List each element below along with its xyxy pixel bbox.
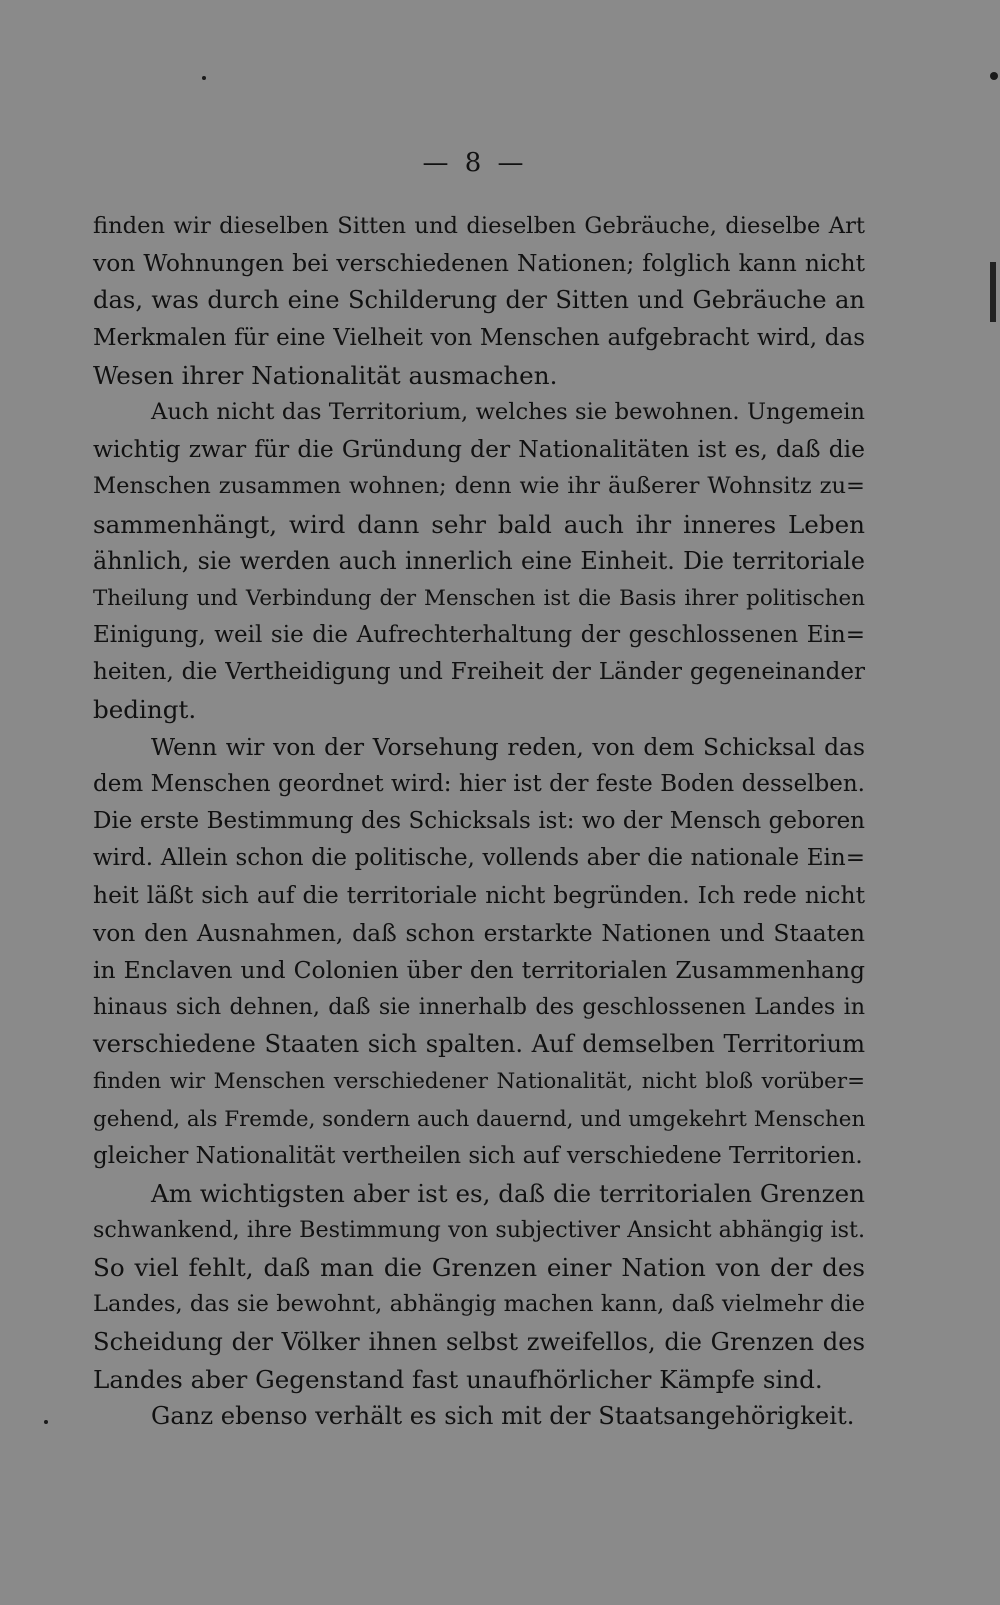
text-line: Merkmalen für eine Vielheit von Menschen aufgebracht wird, das [93, 324, 865, 351]
text-line: finden wir Menschen verschiedener Nationalität, nicht bloß vorüber= [93, 1069, 865, 1095]
text-line: Die erste Bestimmung des Schicksals ist: wo der Mensch geboren [93, 808, 865, 834]
text-line: heiten, die Vertheidigung und Freiheit der Länder gegeneinander [93, 659, 865, 686]
scan-speck [990, 72, 998, 80]
page-number: — 8 — [422, 148, 528, 178]
text-line: Am wichtigsten aber ist es, daß die territorialen Grenzen [151, 1178, 865, 1208]
text-line: gleicher Nationalität vertheilen sich auf verschiedene Territorien. [93, 1142, 863, 1169]
scan-speck [44, 1420, 48, 1424]
text-line: Wenn wir von der Vorsehung reden, von dem Schicksal das [151, 732, 865, 761]
text-line: wird. Allein schon die politische, vollends aber die nationale Ein= [93, 845, 865, 872]
scan-speck [202, 76, 206, 80]
scan-edge-mark [990, 262, 996, 322]
text-line: ähnlich, sie werden auch innerlich eine Einheit. Die territoriale [93, 546, 865, 575]
text-line: sammenhängt, wird dann sehr bald auch ihr inneres Leben [93, 509, 865, 539]
text-body [93, 208, 865, 1435]
text-line: wichtig zwar für die Gründung der Nationalitäten ist es, daß die [93, 435, 865, 464]
text-line: Scheidung der Völker ihnen selbst zweifellos, die Grenzen des [93, 1327, 865, 1356]
text-line: finden wir dieselben Sitten und dieselben Gebräuche, dieselbe Art [93, 213, 865, 239]
text-line: schwankend, ihre Bestimmung von subjectiver Ansicht abhängig ist. [93, 1217, 865, 1244]
text-line: Menschen zusammen wohnen; denn wie ihr äußerer Wohnsitz zu= [93, 473, 865, 500]
text-line: das, was durch eine Schilderung der Sitten und Gebräuche an [93, 286, 865, 315]
text-line: Wesen ihrer Nationalität ausmachen. [93, 360, 558, 390]
text-line: Auch nicht das Territorium, welches sie bewohnen. Ungemein [151, 398, 865, 425]
text-line: So viel fehlt, daß man die Grenzen einer Nation von der des [93, 1253, 865, 1283]
text-line: verschiedene Staaten sich spalten. Auf demselben Territorium [93, 1030, 865, 1059]
text-line: dem Menschen geordnet wird: hier ist der feste Boden desselben. [93, 770, 865, 797]
text-line: von Wohnungen bei verschiedenen Nationen; folglich kann nicht [93, 249, 865, 278]
text-line: bedingt. [93, 695, 197, 725]
text-line: von den Ausnahmen, daß schon erstarkte Nationen und Staaten [93, 918, 865, 947]
text-line: Ganz ebenso verhält es sich mit der Staatsangehörigkeit. [151, 1402, 855, 1430]
text-line: Landes aber Gegenstand fast unaufhörlicher Kämpfe sind. [93, 1364, 823, 1394]
text-line: Theilung und Verbindung der Menschen ist die Basis ihrer politischen [93, 585, 865, 611]
text-line: Einigung, weil sie die Aufrechterhaltung der geschlossenen Ein= [93, 622, 865, 649]
text-line: in Enclaven und Colonien über den territorialen Zusammenhang [93, 955, 865, 984]
text-line: heit läßt sich auf die territoriale nicht begründen. Ich rede nicht [93, 881, 865, 910]
text-line: gehend, als Fremde, sondern auch dauernd, und umgekehrt Menschen [93, 1106, 866, 1132]
text-line: hinaus sich dehnen, daß sie innerhalb des geschlossenen Landes in [93, 993, 865, 1020]
text-line: Landes, das sie bewohnt, abhängig machen kann, daß vielmehr die [93, 1291, 865, 1318]
